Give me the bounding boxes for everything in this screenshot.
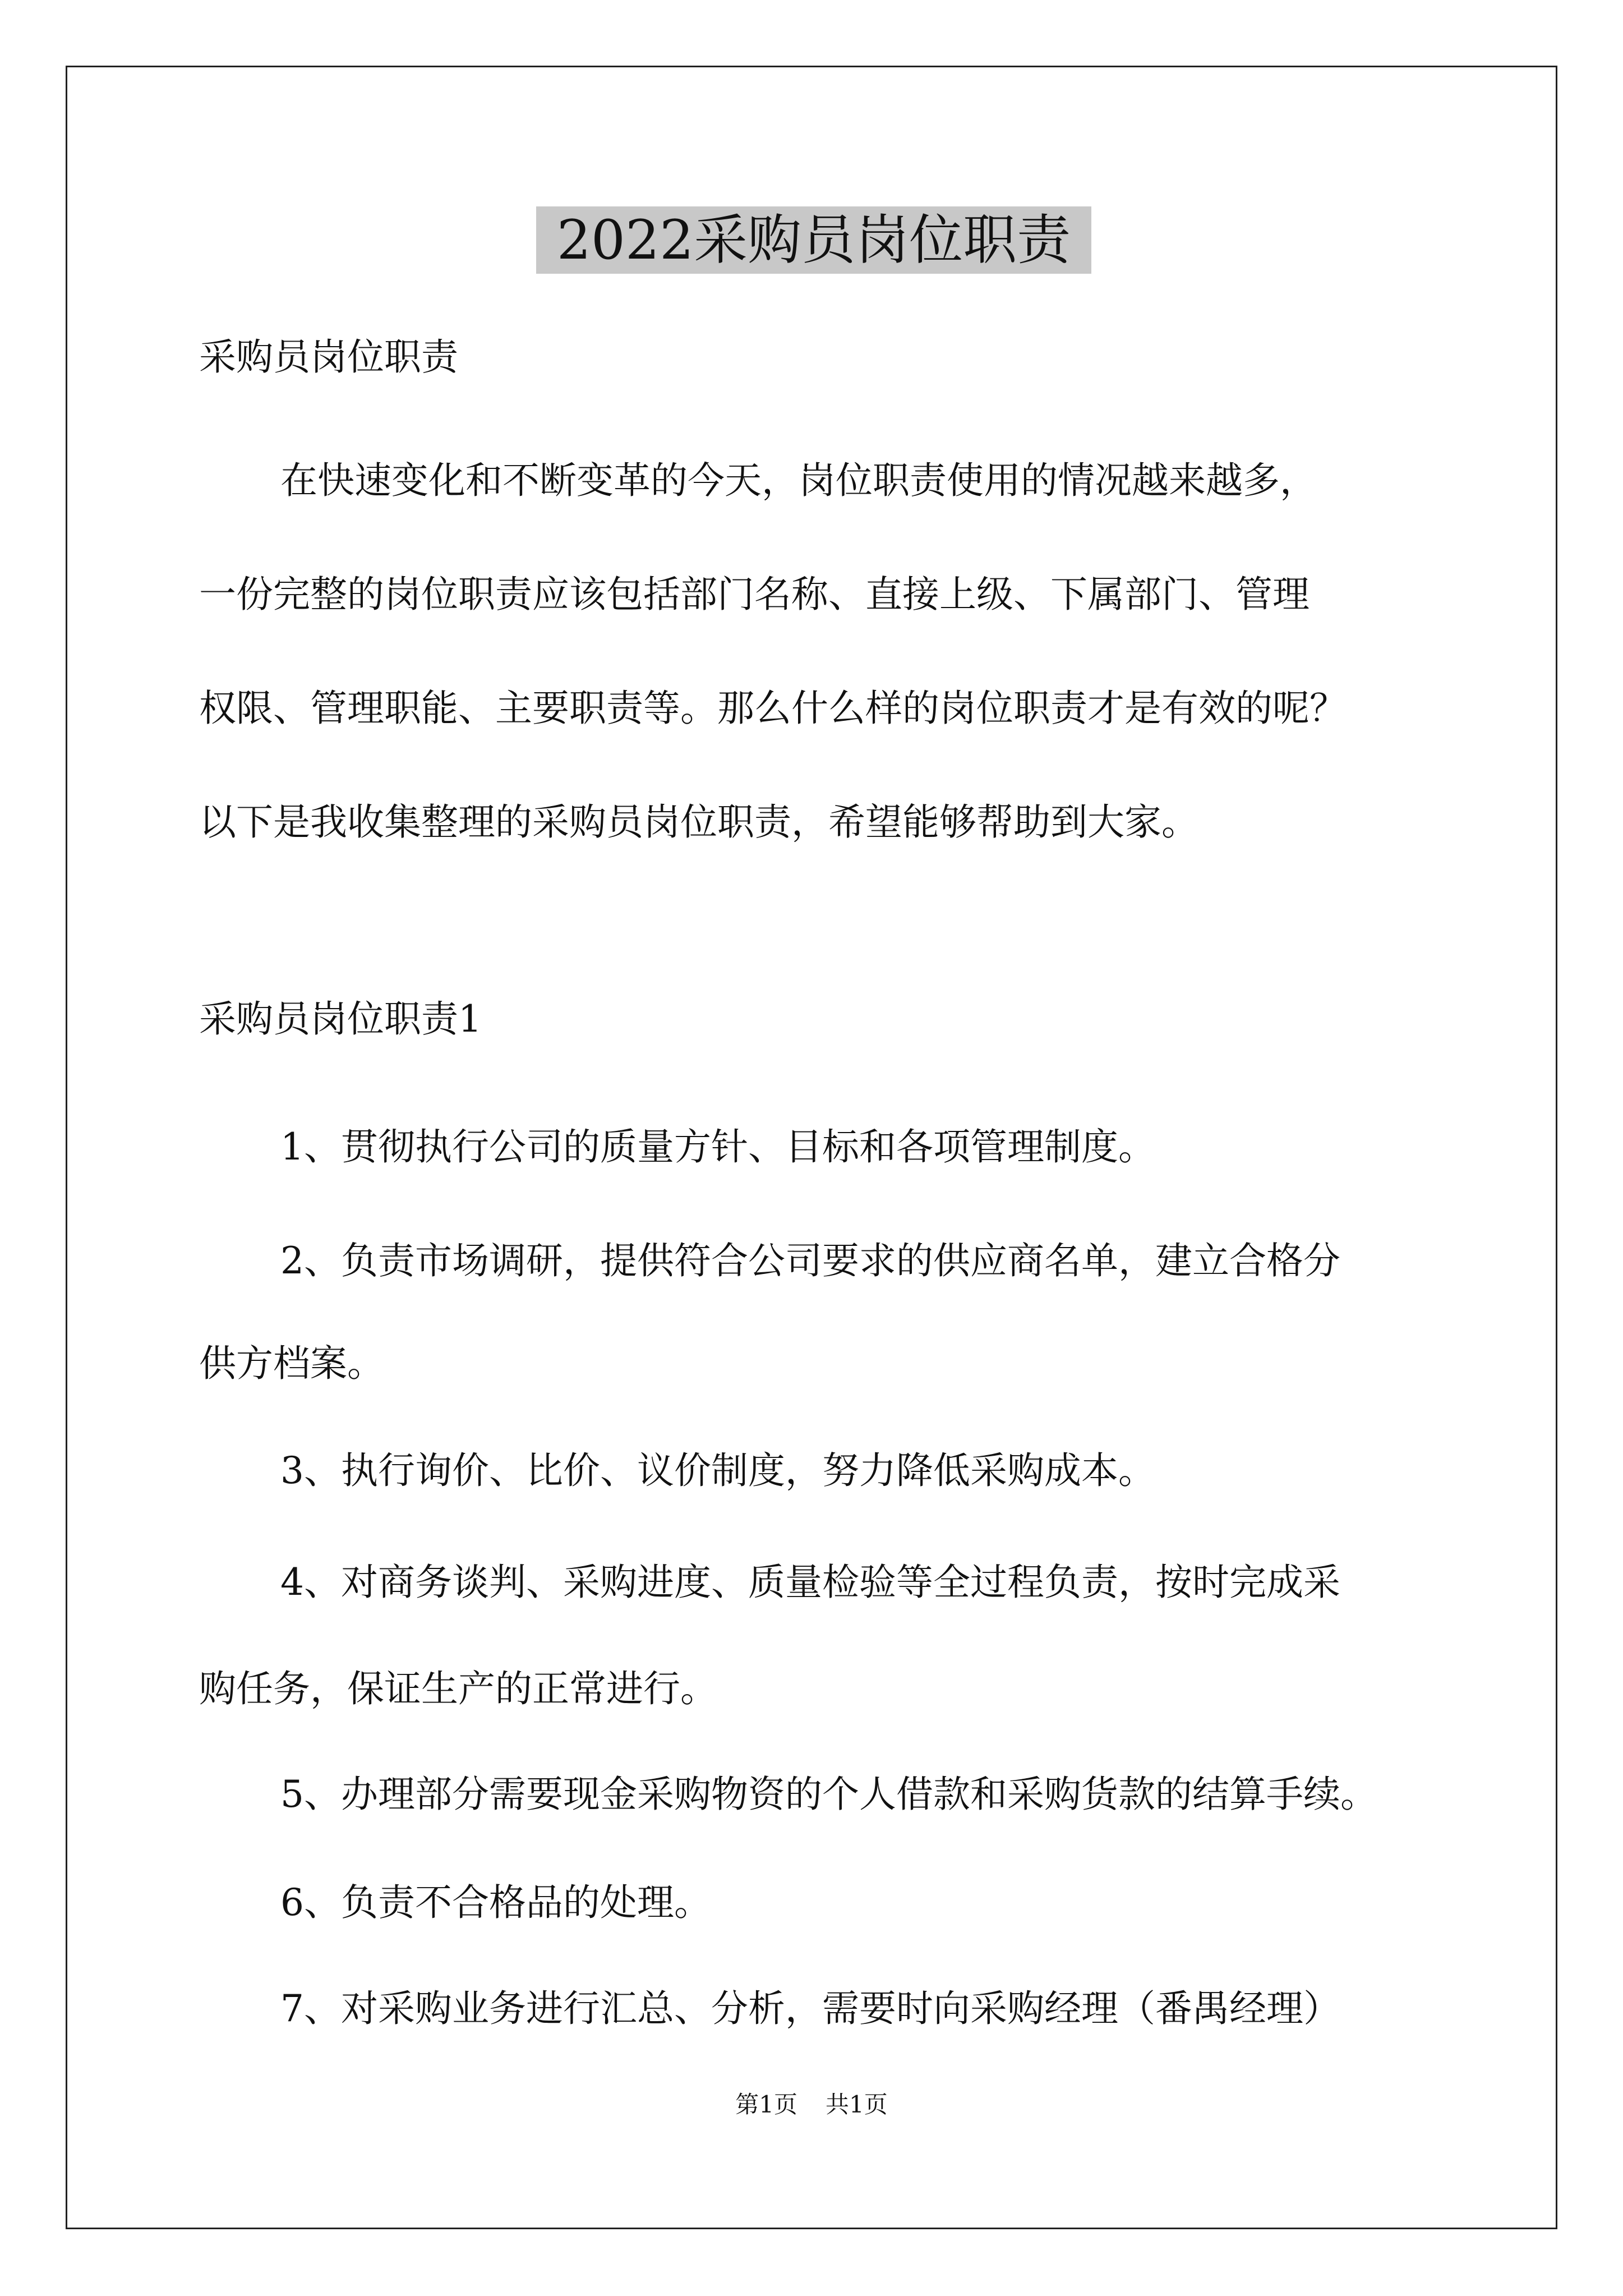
section-heading: 采购员岗位职责1 — [199, 997, 482, 1041]
list-item-2: 2、负责市场调研，提供符合公司要求的供应商名单，建立合格分 — [280, 1239, 1340, 1282]
list-item-2-cont: 供方档案。 — [199, 1342, 384, 1385]
list-item-3: 3、执行询价、比价、议价制度，努力降低采购成本。 — [280, 1449, 1155, 1492]
list-item-6: 6、负责不合格品的处理。 — [280, 1881, 711, 1924]
document-subtitle: 采购员岗位职责 — [199, 335, 458, 379]
intro-line-2: 一份完整的岗位职责应该包括部门名称、直接上级、下属部门、管理 — [199, 573, 1310, 616]
list-item-1: 1、贯彻执行公司的质量方针、目标和各项管理制度。 — [280, 1125, 1155, 1168]
intro-line-4: 以下是我收集整理的采购员岗位职责，希望能够帮助到大家。 — [199, 800, 1198, 844]
document-title: 2022采购员岗位职责 — [536, 206, 1091, 274]
page-footer — [0, 2088, 1623, 2122]
intro-line-1: 在快速变化和不断变革的今天，岗位职责使用的情况越来越多， — [280, 459, 1317, 502]
page-total: 共1页 — [826, 2091, 888, 2118]
list-item-5: 5、办理部分需要现金采购物资的个人借款和采购货款的结算手续。 — [280, 1773, 1377, 1816]
intro-line-3: 权限、管理职能、主要职责等。那么什么样的岗位职责才是有效的呢？ — [199, 687, 1347, 730]
list-item-7: 7、对采购业务进行汇总、分析，需要时向采购经理（番禺经理） — [280, 1987, 1340, 2030]
list-item-4: 4、对商务谈判、采购进度、质量检验等全过程负责，按时完成采 — [280, 1561, 1340, 1604]
list-item-4-cont: 购任务，保证生产的正常进行。 — [199, 1667, 717, 1710]
page-number: 第1页 — [735, 2091, 797, 2118]
